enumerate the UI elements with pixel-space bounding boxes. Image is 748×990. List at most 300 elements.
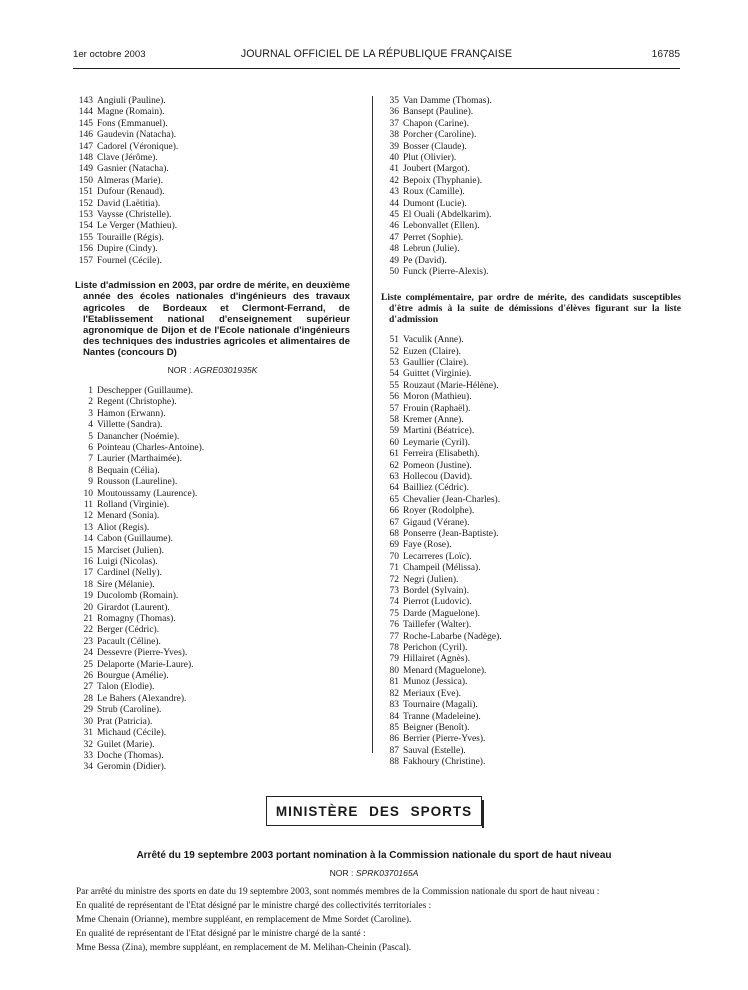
rank-number: 149 [78, 164, 93, 175]
rank-number: 16 [83, 557, 93, 568]
left-column [75, 96, 350, 774]
rank-number: 144 [78, 107, 93, 118]
list-item [381, 540, 681, 551]
candidate-name: Munoz (Jessica). [403, 677, 468, 688]
rank-number: 40 [389, 153, 399, 164]
rank-number: 44 [389, 198, 399, 209]
list-item [381, 575, 681, 586]
list-item [75, 420, 350, 431]
candidate-name: Dumont (Lucie). [403, 198, 467, 209]
list-item [75, 187, 350, 198]
candidate-name: Marciset (Julien). [97, 545, 165, 556]
candidate-name: Pointeau (Charles-Antoine). [97, 442, 205, 453]
list-item [75, 591, 350, 602]
list-item [75, 762, 350, 773]
rank-number: 150 [78, 175, 93, 186]
candidate-name: Roche-Labarbe (Nadège). [403, 631, 502, 642]
list-item [75, 210, 350, 221]
rank-number: 53 [389, 357, 399, 368]
candidate-name: Gigaud (Vérane). [403, 517, 470, 528]
rank-number: 38 [389, 130, 399, 141]
list-item [381, 495, 681, 506]
list-item [381, 199, 681, 210]
list-item [75, 580, 350, 591]
list-item [75, 534, 350, 545]
candidate-name: Pomeon (Justine). [403, 460, 472, 471]
list-item [381, 187, 681, 198]
rank-number: 81 [389, 677, 399, 688]
previous-list [75, 96, 350, 267]
list-item [381, 609, 681, 620]
rank-number: 34 [83, 762, 93, 773]
list-item [381, 597, 681, 608]
list-item [75, 489, 350, 500]
rank-number: 86 [389, 734, 399, 745]
list-item [381, 404, 681, 415]
candidate-name: Lebrun (Julie). [403, 244, 460, 255]
rank-number: 83 [389, 700, 399, 711]
nor-code: SPRK0370165A [355, 868, 419, 878]
candidate-name: Chapon (Carine). [403, 118, 469, 129]
candidate-name: Negri (Julien). [403, 574, 459, 585]
rank-number: 146 [78, 130, 93, 141]
rank-number: 9 [88, 477, 93, 488]
list-item [381, 107, 681, 118]
list-item [381, 335, 681, 346]
rank-number: 28 [83, 693, 93, 704]
list-item [381, 563, 681, 574]
list-item [381, 358, 681, 369]
list-item [381, 712, 681, 723]
rank-number: 59 [389, 426, 399, 437]
candidate-name: Royer (Rodolphe). [403, 506, 475, 517]
rank-number: 1 [88, 385, 93, 396]
candidate-name: Hollecou (David). [403, 471, 473, 482]
candidate-name: Magne (Romain). [97, 107, 165, 118]
rank-number: 87 [389, 745, 399, 756]
list-item [75, 221, 350, 232]
list-item [75, 557, 350, 568]
candidate-name: Cadorel (Véronique). [97, 141, 179, 152]
list-item [381, 632, 681, 643]
nor-label: NOR : [167, 364, 192, 375]
rank-number: 58 [389, 414, 399, 425]
list-item [75, 466, 350, 477]
candidate-name: Le Bahers (Alexandre). [97, 693, 187, 704]
list-item [75, 153, 350, 164]
rank-number: 12 [83, 511, 93, 522]
candidate-name: Girardot (Laurent). [97, 602, 170, 613]
rank-number: 50 [389, 267, 399, 278]
list-item [75, 637, 350, 648]
candidate-name: Ponserre (Jean-Baptiste). [403, 529, 499, 540]
candidate-name: Tournaire (Magali). [403, 700, 478, 711]
list-item [381, 461, 681, 472]
rank-number: 6 [88, 442, 93, 453]
rank-number: 66 [389, 506, 399, 517]
candidate-name: Leymarie (Cyril). [403, 437, 471, 448]
list-item [75, 614, 350, 625]
list-item [381, 654, 681, 665]
rank-number: 37 [389, 118, 399, 129]
candidate-name: Strub (Caroline). [97, 705, 162, 716]
candidate-name: Martini (Béatrice). [403, 426, 475, 437]
rank-number: 54 [389, 369, 399, 380]
candidate-name: Laurier (Marthaimée). [97, 454, 182, 465]
list-item [381, 176, 681, 187]
admission-nor [75, 365, 350, 376]
rank-number: 74 [389, 597, 399, 608]
candidate-name: Joubert (Margot). [403, 164, 470, 175]
list-item [381, 233, 681, 244]
rank-number: 22 [83, 625, 93, 636]
candidate-name: Fournel (Cécile). [97, 255, 162, 266]
candidate-name: Prat (Patricia). [97, 716, 153, 727]
list-item [75, 164, 350, 175]
rank-number: 64 [389, 483, 399, 494]
list-item [75, 511, 350, 522]
candidate-name: Bepoix (Thyphanie). [403, 175, 483, 186]
candidate-name: Fakhoury (Christine). [403, 757, 486, 768]
candidate-name: Bourgue (Amélie). [97, 671, 169, 682]
admission-heading: Liste d'admission en 2003, par ordre de mérite, en deuxième année des écoles nationales d'ingénieurs des travaux agricoles de Bordeaux et Clermont-Ferrand, de l'Etablissement national d'enseignement supérieur agronomique de Dijon et de l'Ecole nationale d'ingénieurs des techniques des industries agricoles et alimentaires de Nantes (concours D) [75, 280, 350, 359]
rank-number: 60 [389, 437, 399, 448]
page-header [73, 47, 680, 65]
list-item [381, 392, 681, 403]
list-item [381, 518, 681, 529]
rank-number: 145 [78, 118, 93, 129]
rank-number: 71 [389, 563, 399, 574]
list-item [75, 682, 350, 693]
candidate-name: Deschepper (Guillaume). [97, 385, 194, 396]
complementary-list [381, 335, 681, 768]
list-item [381, 244, 681, 255]
rank-number: 154 [78, 221, 93, 232]
candidate-name: Fons (Emmanuel). [97, 118, 168, 129]
list-item [75, 386, 350, 397]
candidate-name: Moutoussamy (Laurence). [97, 488, 198, 499]
arrete-title: Arrêté du 19 septembre 2003 portant nomination à la Commission nationale du sport de haut niveau [136, 850, 612, 861]
rank-number: 39 [389, 141, 399, 152]
list-item [75, 233, 350, 244]
candidate-name: Geromin (Didier). [97, 762, 167, 773]
candidate-name: Dufour (Renaud). [97, 187, 165, 198]
candidate-name: Sire (Mélanie). [97, 579, 155, 590]
candidate-name: Gasnier (Natacha). [97, 164, 169, 175]
list-item [75, 96, 350, 107]
candidate-name: David (Laëtitia). [97, 198, 161, 209]
list-item [75, 660, 350, 671]
rank-number: 31 [83, 728, 93, 739]
list-item [381, 620, 681, 631]
candidate-name: Perret (Sophie). [403, 232, 464, 243]
candidate-name: Regent (Christophe). [97, 397, 177, 408]
candidate-name: Le Verger (Mathieu). [97, 221, 178, 232]
list-item [381, 700, 681, 711]
complementary-heading: Liste complémentaire, par ordre de mérite, des candidats susceptibles d'être admis à la suite de démissions d'élèves figurant sur la liste d'admission [381, 291, 681, 325]
rank-number: 8 [88, 465, 93, 476]
list-item [381, 381, 681, 392]
list-item [75, 648, 350, 659]
list-item [75, 705, 350, 716]
list-item [75, 130, 350, 141]
candidate-name: Roux (Camille). [403, 187, 465, 198]
rank-number: 84 [389, 711, 399, 722]
list-item [381, 483, 681, 494]
rank-number: 147 [78, 141, 93, 152]
body-paragraph: Mme Chenain (Orianne), membre suppléant, en remplacement de Mme Sordet (Caroline). [76, 915, 412, 925]
rank-number: 23 [83, 636, 93, 647]
list-item [75, 717, 350, 728]
rank-number: 88 [389, 757, 399, 768]
candidate-name: Vaysse (Christelle). [97, 210, 172, 221]
list-item [381, 643, 681, 654]
body-paragraph: En qualité de représentant de l'Etat désigné par le ministre chargé de la santé : [76, 929, 366, 939]
candidate-name: Cabon (Guillaume). [97, 534, 173, 545]
candidate-name: Chevalier (Jean-Charles). [403, 494, 501, 505]
list-item [381, 142, 681, 153]
rank-number: 27 [83, 682, 93, 693]
journal-title: JOURNAL OFFICIEL DE LA RÉPUBLIQUE FRANÇAISE [240, 48, 513, 60]
rank-number: 47 [389, 232, 399, 243]
list-item [75, 432, 350, 443]
list-item [381, 438, 681, 449]
rank-number: 36 [389, 107, 399, 118]
rank-number: 48 [389, 244, 399, 255]
list-item [75, 454, 350, 465]
candidate-name: Meriaux (Eve). [403, 688, 462, 699]
page-number: 16785 [651, 49, 680, 60]
rank-number: 24 [83, 648, 93, 659]
candidate-name: Aliot (Regis). [97, 522, 150, 533]
rank-number: 14 [83, 534, 93, 545]
rank-number: 25 [83, 659, 93, 670]
candidate-name: Villette (Sandra). [97, 420, 163, 431]
rank-number: 151 [78, 187, 93, 198]
rank-number: 51 [389, 335, 399, 346]
rank-number: 5 [88, 431, 93, 442]
list-item [75, 751, 350, 762]
rank-number: 13 [83, 522, 93, 533]
rank-number: 33 [83, 750, 93, 761]
candidate-name: Doche (Thomas). [97, 750, 164, 761]
rank-number: 55 [389, 380, 399, 391]
list-item [75, 107, 350, 118]
list-item [381, 256, 681, 267]
rank-number: 85 [389, 722, 399, 733]
rank-number: 3 [88, 408, 93, 419]
candidate-name: Ferreira (Elisabeth). [403, 449, 480, 460]
list-item [381, 415, 681, 426]
candidate-name: Berger (Cédric). [97, 625, 160, 636]
list-item [381, 723, 681, 734]
candidate-name: Romagny (Thomas). [97, 614, 176, 625]
candidate-name: Delaporte (Marie-Laure). [97, 659, 194, 670]
candidate-name: Luigi (Nicolas). [97, 557, 158, 568]
rank-number: 155 [78, 232, 93, 243]
list-item [75, 568, 350, 579]
list-item [75, 694, 350, 705]
rank-number: 61 [389, 449, 399, 460]
candidate-name: Lecarreres (Loïc). [403, 551, 472, 562]
rank-number: 70 [389, 551, 399, 562]
rank-number: 156 [78, 244, 93, 255]
list-item [381, 472, 681, 483]
candidate-name: Vaculik (Anne). [403, 335, 464, 346]
rank-number: 67 [389, 517, 399, 528]
rank-number: 52 [389, 346, 399, 357]
list-item [381, 369, 681, 380]
list-item [75, 477, 350, 488]
list-item [75, 397, 350, 408]
header-date: 1er octobre 2003 [73, 49, 146, 60]
candidate-name: Berrier (Pierre-Yves). [403, 734, 486, 745]
candidate-name: Rolland (Virginie). [97, 499, 170, 510]
list-item [75, 409, 350, 420]
rank-number: 80 [389, 665, 399, 676]
list-item [75, 142, 350, 153]
list-item [75, 443, 350, 454]
rank-number: 56 [389, 392, 399, 403]
candidate-name: Bailliez (Cédric). [403, 483, 469, 494]
rank-number: 153 [78, 210, 93, 221]
list-item [381, 267, 681, 278]
list-item [381, 426, 681, 437]
rank-number: 20 [83, 602, 93, 613]
ministry-name: MINISTÈRE DES SPORTS [275, 803, 473, 819]
list-item [75, 199, 350, 210]
candidate-name: Plut (Olivier). [403, 153, 457, 164]
body-paragraph: Par arrêté du ministre des sports en date du 19 septembre 2003, sont nommés membres de la Commission nationale du sport de haut niveau : [76, 887, 600, 897]
list-item [381, 529, 681, 540]
rank-number: 7 [88, 454, 93, 465]
candidate-name: Guittet (Virginie). [403, 369, 472, 380]
candidate-name: Menard (Maguelone). [403, 665, 487, 676]
rank-number: 69 [389, 540, 399, 551]
candidate-name: Rouzaut (Marie-Hélène). [403, 380, 499, 391]
right-column [381, 96, 681, 769]
list-item [75, 523, 350, 534]
list-item [75, 256, 350, 267]
list-item [381, 221, 681, 232]
list-item [75, 625, 350, 636]
rank-number: 157 [78, 255, 93, 266]
nor-code: AGRE0301935K [193, 364, 258, 375]
list-item [75, 671, 350, 682]
candidate-name: Danancher (Noémie). [97, 431, 180, 442]
list-item [381, 666, 681, 677]
list-item [75, 244, 350, 255]
candidate-name: Clave (Jérôme). [97, 153, 158, 164]
header-rule [73, 68, 680, 69]
rank-number: 62 [389, 460, 399, 471]
rank-number: 75 [389, 608, 399, 619]
candidate-name: Michaud (Cécile). [97, 728, 167, 739]
candidate-name: Rousson (Laureline). [97, 477, 178, 488]
rank-number: 42 [389, 175, 399, 186]
list-item [381, 130, 681, 141]
nor-label: NOR : [329, 868, 354, 878]
candidate-name: Euzen (Claire). [403, 346, 462, 357]
candidate-name: Angiuli (Pauline). [97, 96, 166, 106]
list-item [381, 757, 681, 768]
rank-number: 143 [78, 96, 93, 106]
rank-number: 11 [83, 499, 93, 510]
list-item [75, 176, 350, 187]
candidate-name: Porcher (Caroline). [403, 130, 477, 141]
rank-number: 4 [88, 420, 93, 431]
list-item [75, 603, 350, 614]
rank-number: 148 [78, 153, 93, 164]
rank-number: 152 [78, 198, 93, 209]
rank-number: 82 [389, 688, 399, 699]
candidate-name: Lebonvallet (Ellen). [403, 221, 480, 232]
rank-number: 79 [389, 654, 399, 665]
list-item [381, 552, 681, 563]
candidate-name: Bequain (Célia). [97, 465, 160, 476]
rank-number: 19 [83, 591, 93, 602]
candidate-name: Menard (Sonia). [97, 511, 160, 522]
admission-list [75, 386, 350, 774]
candidate-name: Beigner (Benoît). [403, 722, 470, 733]
list-item [75, 500, 350, 511]
candidate-name: Bosser (Claude). [403, 141, 467, 152]
candidate-name: Kremer (Anne). [403, 414, 464, 425]
list-item [75, 546, 350, 557]
candidate-name: Almeras (Marie). [97, 175, 163, 186]
rank-number: 30 [83, 716, 93, 727]
rank-number: 76 [389, 620, 399, 631]
list-item [381, 164, 681, 175]
list-item [75, 740, 350, 751]
rank-number: 29 [83, 705, 93, 716]
candidate-name: Perichon (Cyril). [403, 643, 468, 654]
rank-number: 78 [389, 643, 399, 654]
column-divider [372, 96, 373, 753]
candidate-name: Faye (Rose). [403, 540, 452, 551]
candidate-name: Cardinel (Nelly). [97, 568, 162, 579]
rank-number: 73 [389, 586, 399, 597]
list-item [381, 689, 681, 700]
rank-number: 32 [83, 739, 93, 750]
rank-number: 35 [389, 96, 399, 106]
rank-number: 21 [83, 614, 93, 625]
rank-number: 2 [88, 397, 93, 408]
candidate-name: Gaudevin (Natacha). [97, 130, 177, 141]
list-item [381, 119, 681, 130]
candidate-name: Hamon (Erwann). [97, 408, 166, 419]
list-item [381, 96, 681, 107]
arrete-body [62, 887, 688, 957]
list-item [381, 347, 681, 358]
rank-number: 46 [389, 221, 399, 232]
list-item [381, 677, 681, 688]
rank-number: 10 [83, 488, 93, 499]
candidate-name: Darde (Maguelone). [403, 608, 481, 619]
rank-number: 26 [83, 671, 93, 682]
rank-number: 65 [389, 494, 399, 505]
rank-number: 41 [389, 164, 399, 175]
candidate-name: Pierrot (Ludovic). [403, 597, 472, 608]
rank-number: 49 [389, 255, 399, 266]
rank-number: 57 [389, 403, 399, 414]
rank-number: 18 [83, 579, 93, 590]
candidate-name: Sauval (Estelle). [403, 745, 466, 756]
candidate-name: Champeil (Mélissa). [403, 563, 481, 574]
list-item [381, 210, 681, 221]
list-item [381, 153, 681, 164]
candidate-name: Dupire (Cindy). [97, 244, 158, 255]
